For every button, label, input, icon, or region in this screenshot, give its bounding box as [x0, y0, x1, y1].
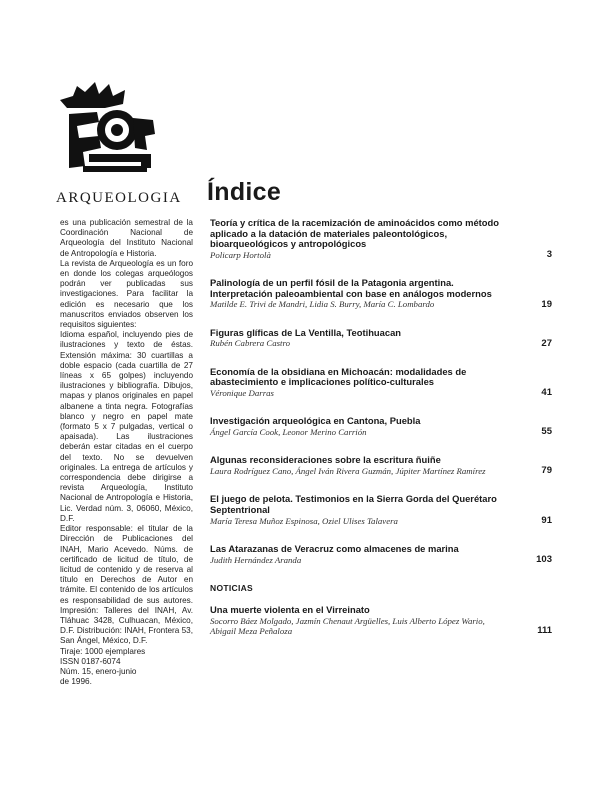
page-number: 91	[541, 514, 552, 526]
article-authors: Laura Rodríguez Cano, Ángel Iván Rivera Guzmán, Júpiter Martínez Ramírez	[210, 465, 486, 476]
article-title: Palinología de un perfil fósil de la Patagonia argentina. Interpretación paleoambiental con base en análogos modernos	[210, 277, 492, 299]
article-title: Teoría y crítica de la racemización de aminoácidos como método aplicado a la datación de materiales paleontológicos, bioarqueológicos y antropológicos	[210, 217, 499, 250]
note-authors: Socorro Báez Molgado, Jazmín Chenaut Argüelles, Luis Alberto López Wario, Abigail Meza Peñaloza	[210, 615, 485, 636]
toc-entry[interactable]	[210, 416, 552, 437]
toc-entry[interactable]	[210, 494, 552, 526]
colophon	[60, 218, 193, 687]
toc-entry[interactable]	[210, 455, 552, 476]
colophon-paragraph: es una publicación semestral de la Coordinación Nacional de Arqueología del Instituto Nacional de Antropología e Historia.	[60, 218, 193, 258]
article-title: Las Atarazanas de Veracruz como almacenes de marina	[210, 542, 459, 554]
toc-title: Índice	[207, 178, 282, 206]
toc-entry[interactable]	[210, 544, 552, 565]
toc-entry[interactable]	[210, 218, 552, 260]
toc-entry[interactable]	[210, 367, 552, 399]
notes-entry[interactable]	[210, 605, 552, 636]
journal-glyph-logo	[55, 78, 170, 178]
article-authors: María Teresa Muñoz Espinosa, Oziel Ulises Talavera	[210, 515, 398, 526]
page-number: 55	[541, 426, 552, 438]
toc-entry[interactable]	[210, 328, 552, 349]
article-title: Economía de la obsidiana en Michoacán: modalidades de abastecimiento e implicaciones político-culturales	[210, 365, 467, 388]
issue-year: de 1996.	[60, 677, 92, 687]
article-authors: Policarp Hortolà	[210, 249, 271, 260]
page-number: 111	[537, 625, 552, 637]
article-authors: Matilde E. Trivi de Mandri, Lidia S. Burry, María C. Lombardo	[210, 299, 435, 310]
note-title: Una muerte violenta en el Virreinato	[210, 603, 370, 615]
issue-number: Núm. 15, enero-junio	[60, 666, 137, 676]
article-authors: Rubén Cabrera Castro	[210, 338, 290, 349]
page-number: 79	[541, 465, 552, 477]
toc-entry[interactable]	[210, 278, 552, 310]
article-title: Algunas reconsideraciones sobre la escritura ñuiñe	[210, 454, 441, 466]
article-authors: Véronique Darras	[210, 387, 274, 398]
article-title: Figuras glíficas de La Ventilla, Teotihuacan	[210, 326, 402, 338]
colophon-paragraph: Idioma español, incluyendo pies de ilustraciones y texto de éstas. Extensión máxima: 30 cuartillas a doble espacio (cada cuartilla de 27 líneas x 65 golpes) incluyendo ilustraciones y bibliografía. Dibujos, mapas y planos originales en papel albanene a tinta negra. Fotografías blanco y negro en papel mate (formato 5 x 7 pulgadas, vertical o apaisada). Las ilustraciones deberán estar citadas en el cuerpo del texto. No se devuelven originales. La entrega de artículos y correspondencia debe dirigirse a revista Arqueología, Instituto Nacional de Antropología e Historia, Lic. Verdad núm. 3, 06060, México, D.F.	[60, 330, 193, 523]
article-title: El juego de pelota. Testimonios en la Sierra Gorda del Querétaro Septentrional	[210, 493, 497, 515]
page-number: 103	[536, 553, 552, 565]
journal-title: ARQUEOLOGIA	[56, 190, 182, 206]
issn: ISSN 0187-6074	[60, 656, 121, 666]
print-run: Tiraje: 1000 ejemplares	[60, 646, 146, 656]
page-number: 27	[541, 337, 552, 349]
toc-list	[210, 218, 552, 654]
article-title: Investigación arqueológica en Cantona, Puebla	[210, 415, 421, 427]
colophon-paragraph: La revista de Arqueología es un foro en donde los colegas arqueólogos podrán ver publicadas sus investigaciones. Para facilitar la edición es necesario que los manuscritos enviados observen los requisitos siguientes:	[60, 258, 193, 330]
page-number: 41	[541, 387, 552, 399]
article-authors: Ángel García Cook, Leonor Merino Carrión	[210, 426, 367, 437]
page-number: 19	[541, 298, 552, 310]
notes-heading: NOTICIAS	[210, 582, 254, 593]
colophon-paragraph: Editor responsable: el titular de la Dirección de Publicaciones del INAH, Mario Acevedo. Núms. de certificado de licitud de título, de licitud de contenido y de reserva al título en Derechos de Autor en trámite. El contenido de los artículos es responsabilidad de sus autores. Impresión: Talleres del INAH, Av. Tláhuac 3428, Culhuacan, México, D.F. Distribución: INAH, Frontera 53, San Ángel, México, D.F.	[60, 524, 193, 646]
page-number: 3	[546, 249, 552, 261]
article-authors: Judith Hernández Aranda	[210, 554, 302, 565]
